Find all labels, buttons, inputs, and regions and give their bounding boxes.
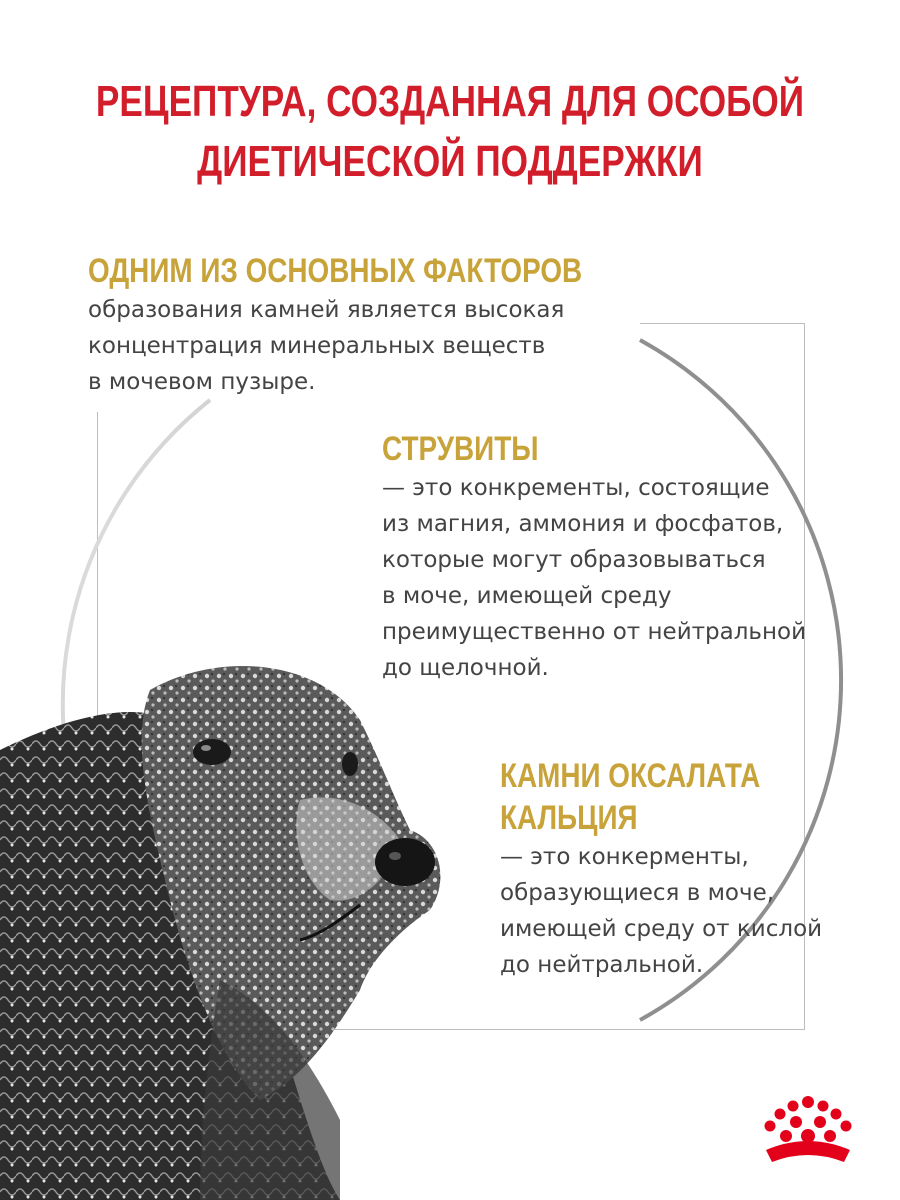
text-line: концентрация минеральных веществ — [88, 333, 546, 359]
title-line-1: РЕЦЕПТУРА, СОЗДАННАЯ ДЛЯ ОСОБОЙ — [95, 77, 805, 126]
section-struvite — [382, 428, 806, 686]
text-line: в мочевом пузыре. — [88, 369, 316, 395]
text-line: до нейтральной. — [500, 952, 704, 978]
text-line: которые могут образовываться — [382, 547, 766, 573]
text-line: имеющей среду от кислой — [500, 916, 823, 942]
section-struvite-heading: СТРУВИТЫ — [382, 430, 539, 468]
text-line: образующиеся в моче, — [500, 880, 775, 906]
text-line: преимущественно от нейтральной — [382, 619, 807, 645]
text-line: до щелочной. — [382, 655, 549, 681]
section-main-factor-text — [88, 292, 691, 400]
text-line: — это конкременты, состоящие — [382, 475, 770, 501]
section-calcium-oxalate-heading-2: КАЛЬЦИЯ — [500, 799, 638, 837]
text-line: из магния, аммония и фосфатов, — [382, 511, 784, 537]
royal-crown-logo-icon — [748, 1092, 868, 1176]
text-line: образования камней является высокая — [88, 297, 565, 323]
section-calcium-oxalate — [500, 755, 822, 983]
section-calcium-oxalate-heading-1: КАМНИ ОКСАЛАТА — [500, 757, 761, 795]
section-main-factor-heading: ОДНИМ ИЗ ОСНОВНЫХ ФАКТОРОВ — [88, 252, 583, 290]
section-calcium-oxalate-text — [500, 839, 822, 983]
title-line-2: ДИЕТИЧЕСКОЙ ПОДДЕРЖКИ — [197, 137, 703, 186]
section-struvite-text — [382, 470, 806, 686]
text-line: — это конкерменты, — [500, 844, 749, 870]
text-line: в моче, имеющей среду — [382, 583, 672, 609]
section-main-factor — [88, 250, 691, 400]
